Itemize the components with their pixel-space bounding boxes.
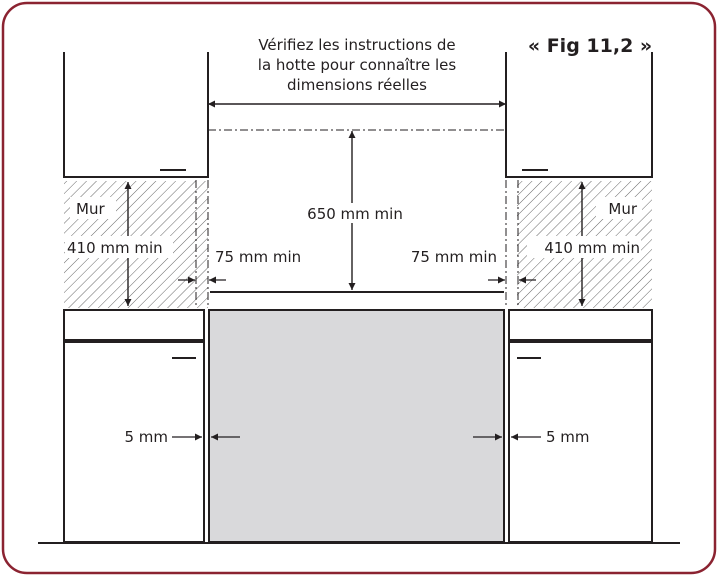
right-wall-height-label: 410 mm min <box>544 239 640 257</box>
instruction-line-2: la hotte pour connaître les <box>257 56 457 74</box>
left-gap-label: 75 mm min <box>215 248 302 266</box>
height-label: 650 mm min <box>307 205 403 223</box>
instruction-line-1: Vérifiez les instructions de <box>258 36 456 54</box>
right-wall-label: Mur <box>608 200 637 218</box>
range-body <box>209 310 504 542</box>
left-wall-label: Mur <box>76 200 105 218</box>
right-clearance-label: 5 mm <box>546 428 590 446</box>
left-clearance-label: 5 mm <box>124 428 168 446</box>
right-gap-label: 75 mm min <box>410 248 497 266</box>
instruction-line-3: dimensions réelles <box>287 76 427 94</box>
left-wall-height-label: 410 mm min <box>67 239 163 257</box>
figure-label: « Fig 11,2 » <box>527 35 653 57</box>
